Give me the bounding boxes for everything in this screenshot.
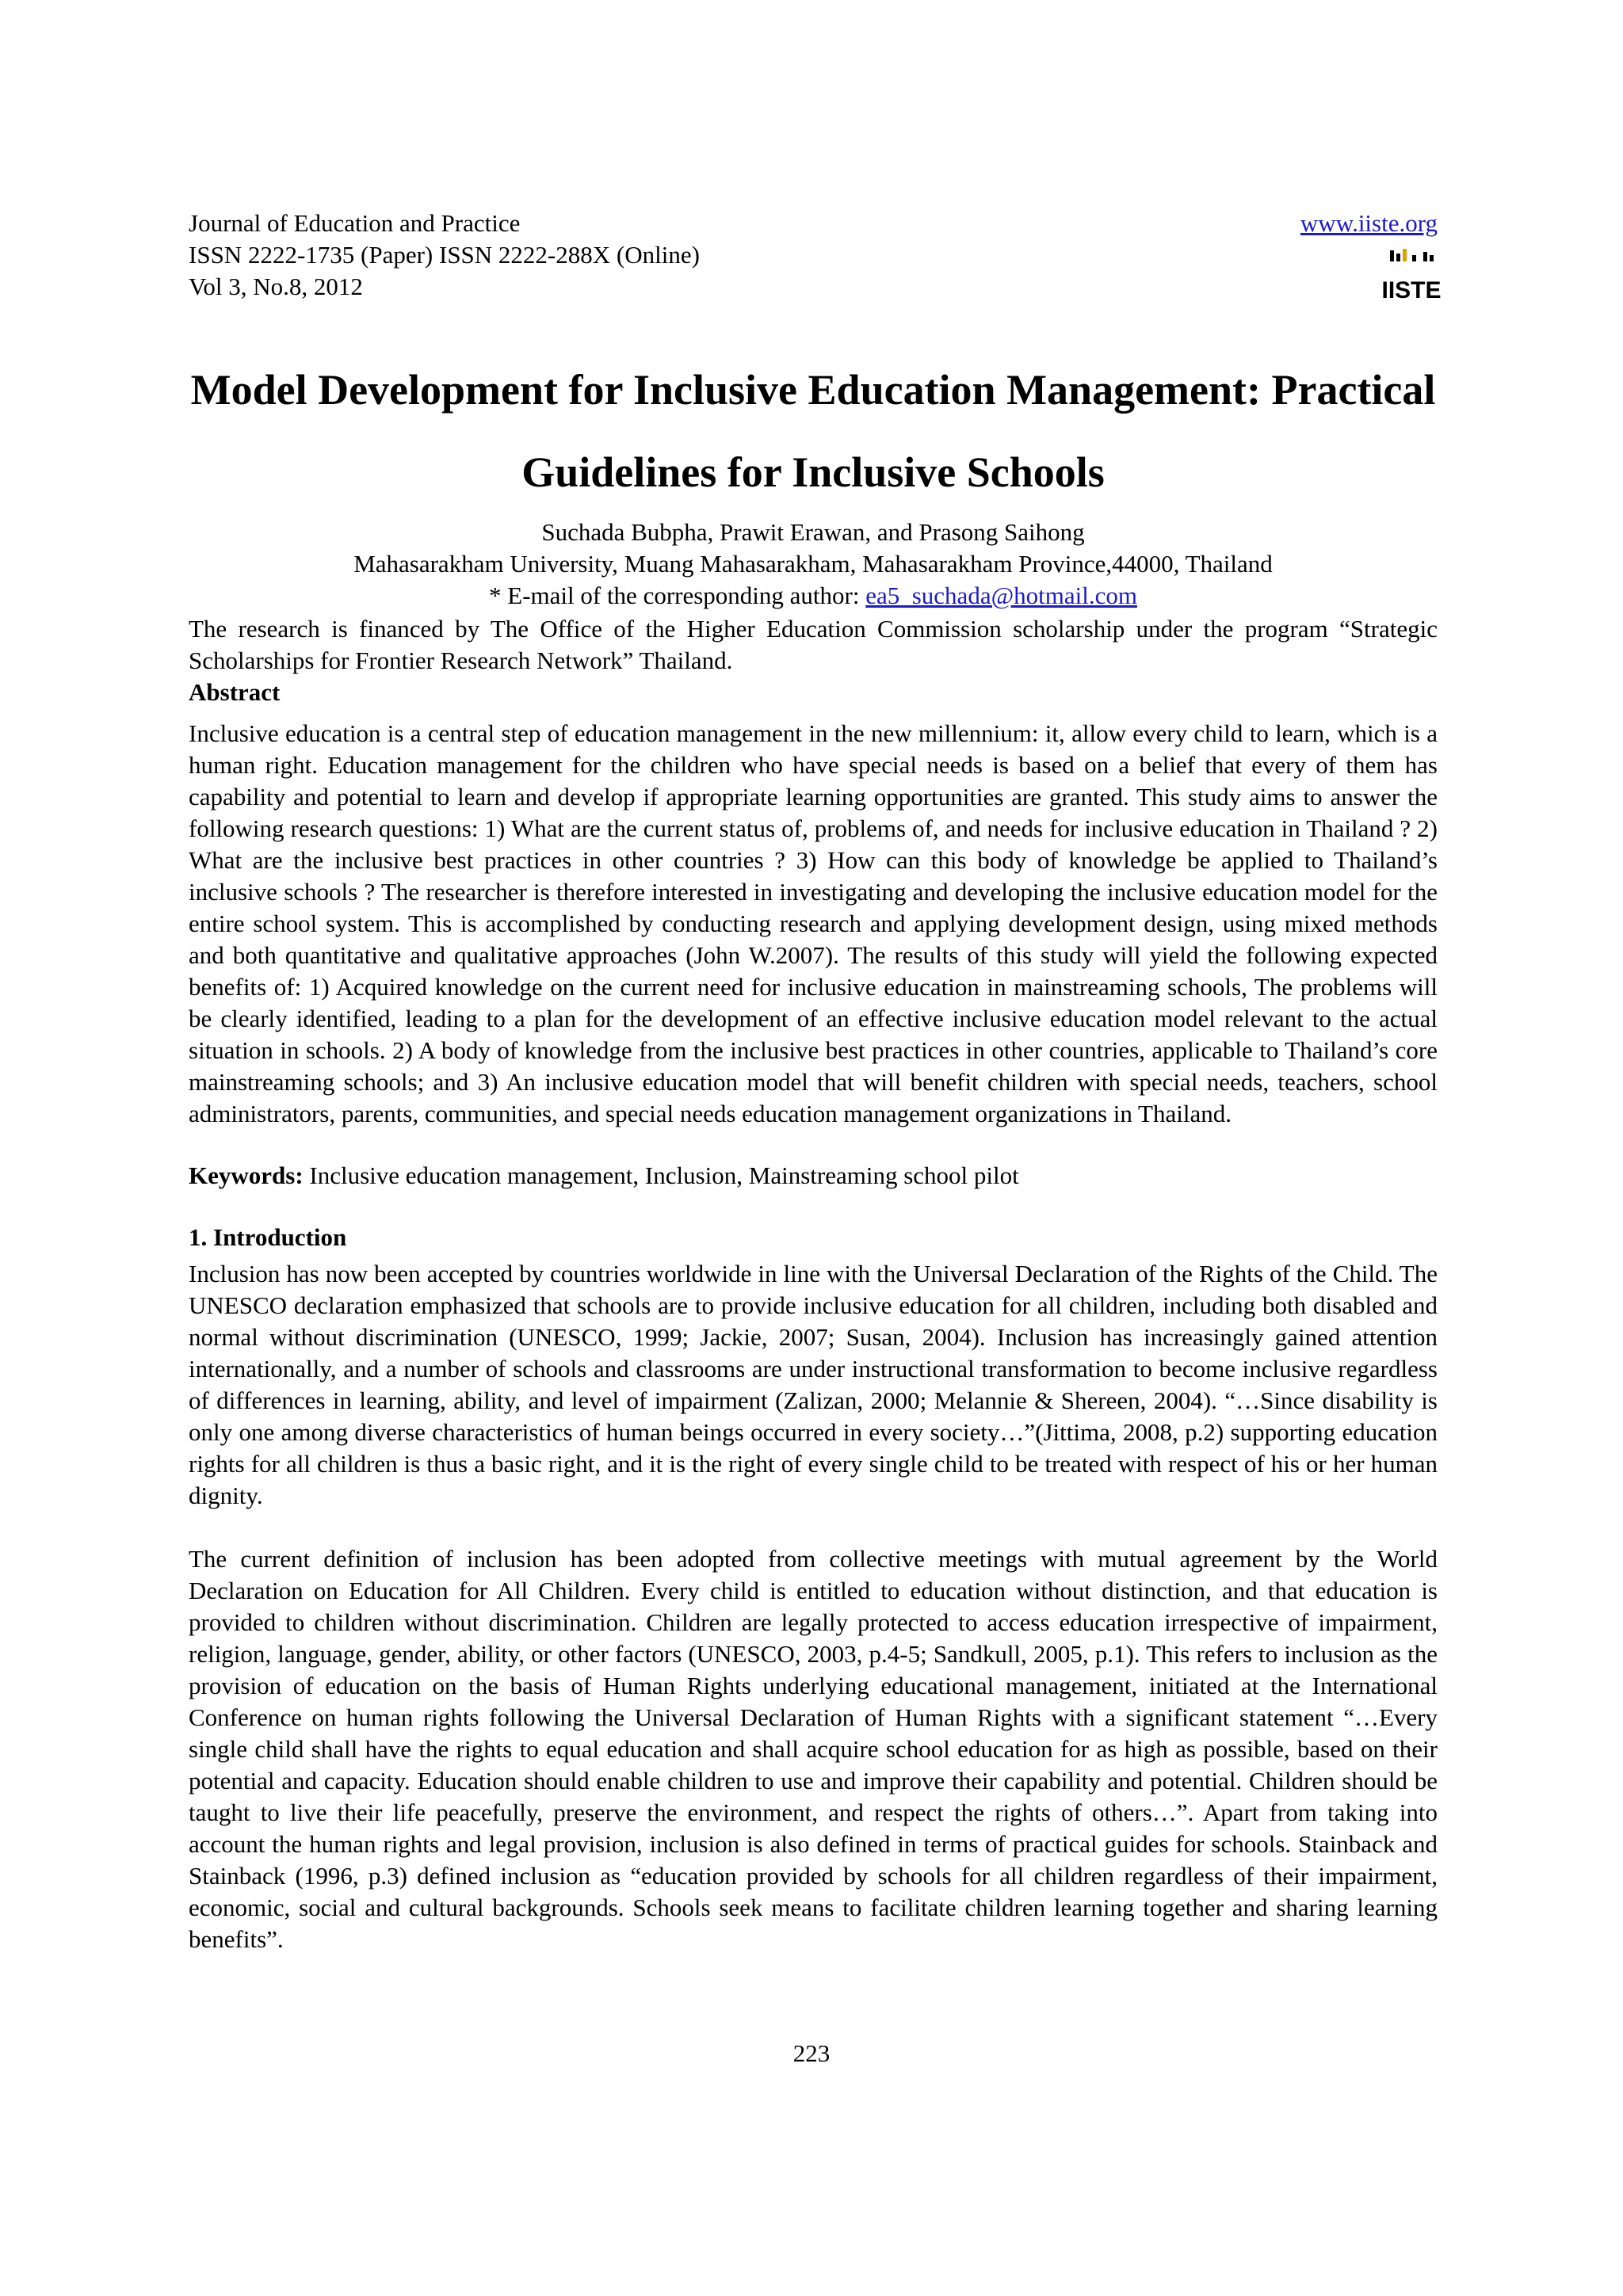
introduction-paragraph-2: The current definition of inclusion has been adopted from collective meetings with mutual agreement by the World Declaration on Education for All Children. Every child is entitled to education without distinction, and that education is provided to children without discrimination. Children are legally protected to access education irrespective of impairment, religion, language, gender, ability, or other factors (UNESCO, 2003, p.4-5; Sandkull, 2005, p.1). This refers to inclusion as the provision of education on the basis of Human Rights underlying educational management, initiated at the International Conference on human rights following the Universal Declaration of Human Rights with a significant statement “…Every single child shall have the rights to equal education and shall acquire school education for as high as possible, based on their potential and capacity. Education should enable children to use and improve their capability and potential. Children should be taught to live their life peacefully, preserve the environment, and respect the rights of others…”. Apart from taking into account the human rights and legal provision, inclusion is also defined in terms of practical guides for schools. Stainback and Stainback (1996, p.3) defined inclusion as “education provided by schools for all children regardless of their impairment, economic, social and cultural backgrounds. Schools seek means to facilitate children learning together and sharing learning benefits”. xyxy=(189,1545,1438,1953)
author-list: Suchada Bubpha, Prawit Erawan, and Prasong Saihong xyxy=(541,518,1085,546)
introduction-paragraph-1: Inclusion has now been accepted by countries worldwide in line with the Universal Declaration of the Rights of the Child. The UNESCO declaration emphasized that schools are to provide inclusive education for all children, including both disabled and normal without discrimination (UNESCO, 1999; Jackie, 2007; Susan, 2004). Inclusion has increasingly gained attention internationally, and a number of schools and classrooms are under instructional transformation to become inclusive regardless of differences in learning, ability, and level of impairment (Zalizan, 2000; Melannie & Shereen, 2004). “…Since disability is only one among diverse characteristics of human beings occurred in every society…”(Jittima, 2008, p.2) supporting education rights for all children is thus a basic right, and it is the right of every single child to be treated with respect of his or her human dignity. xyxy=(189,1260,1438,1509)
paper-title-line2: Guidelines for Inclusive Schools xyxy=(521,448,1105,496)
paper-title-line1: Model Development for Inclusive Education Management: Practical xyxy=(190,366,1436,414)
corresponding-author-email xyxy=(189,580,1438,612)
website-link[interactable]: www.iiste.org xyxy=(1300,209,1438,237)
journal-volume: Vol 3, No.8, 2012 xyxy=(189,273,363,300)
iiste-logo xyxy=(1381,249,1442,304)
journal-issn: ISSN 2222-1735 (Paper) ISSN 2222-288X (Online) xyxy=(189,241,700,269)
abstract-text: Inclusive education is a central step of education management in the new millennium: it, allow every child to learn, which is a human right. Education management for the children who have special needs is based on a belief that every of them has capability and potential to learn and develop if appropriate learning opportunities are granted. This study aims to answer the following research questions: 1) What are the current status of, problems of, and needs for inclusive education in Thailand ? 2) What are the inclusive best practices in other countries ? 3) How can this body of knowledge be applied to Thailand’s inclusive schools ? The researcher is therefore interested in investigating and developing the inclusive education model for the entire school system. This is accomplished by conducting research and applying development design, using mixed methods and both quantitative and qualitative approaches (John W.2007). The results of this study will yield the following expected benefits of: 1) Acquired knowledge on the current need for inclusive education in mainstreaming schools, The problems will be clearly identified, leading to a plan for the development of an effective inclusive education model relevant to the actual situation in schools. 2) A body of knowledge from the inclusive best practices in other countries, applicable to Thailand’s core mainstreaming schools; and 3) An inclusive education model that will benefit children with special needs, teachers, school administrators, parents, communities, and special needs education management organizations in Thailand. xyxy=(189,719,1438,1127)
email-label: * E-mail of the corresponding author: xyxy=(489,582,866,609)
introduction-heading: 1. Introduction xyxy=(189,1223,347,1251)
email-link[interactable]: ea5_suchada@hotmail.com xyxy=(865,582,1137,609)
keywords-text: Inclusive education management, Inclusion, Mainstreaming school pilot xyxy=(303,1161,1019,1189)
abstract-heading: Abstract xyxy=(189,678,281,706)
journal-name: Journal of Education and Practice xyxy=(189,209,521,237)
paper-title xyxy=(189,349,1438,513)
keywords-label: Keywords: xyxy=(189,1161,304,1189)
logo-text: IISTE xyxy=(1381,277,1442,303)
author-affiliation: Mahasarakham University, Muang Mahasarakham, Mahasarakham Province,44000, Thailand xyxy=(353,550,1273,578)
keywords xyxy=(189,1160,1438,1192)
page-number: 223 xyxy=(792,2039,831,2067)
funding-statement: The research is financed by The Office of the Higher Education Commission scholarship under the program “Strategic Scholarships for Frontier Research Network” Thailand. xyxy=(189,615,1438,674)
paper-page xyxy=(189,208,1442,1955)
journal-header xyxy=(189,208,1442,303)
